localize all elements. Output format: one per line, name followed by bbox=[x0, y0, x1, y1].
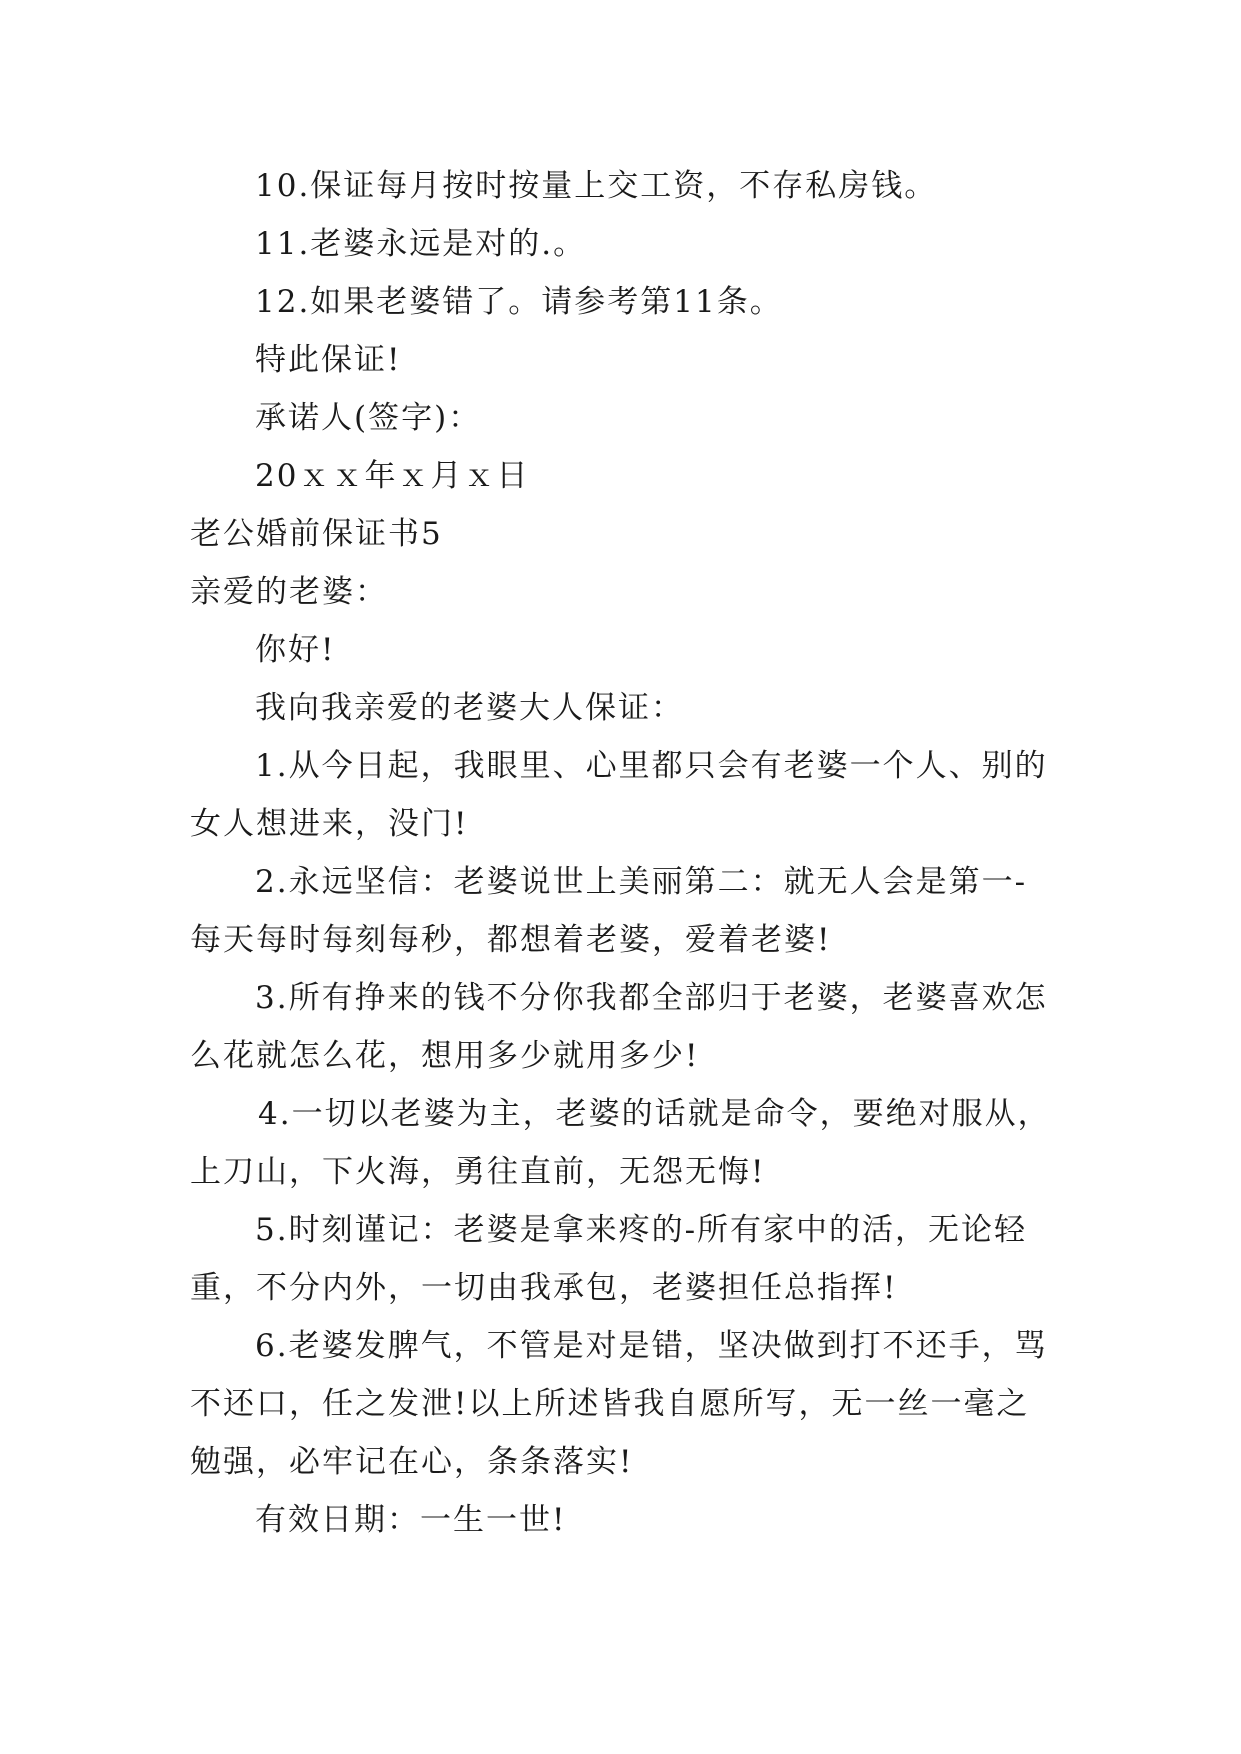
paragraph-item-5-line-1: 5.时刻谨记：老婆是拿来疼的-所有家中的活，无论轻 bbox=[255, 1212, 1028, 1248]
paragraph-item-2-line-1: 2.永远坚信：老婆说世上美丽第二：就无人会是第一- bbox=[255, 864, 1028, 900]
paragraph-item-5-line-2: 重，不分内外，一切由我承包，老婆担任总指挥! bbox=[190, 1270, 898, 1306]
paragraph-item-6-line-1: 6.老婆发脾气，不管是对是错，坚决做到打不还手，骂 bbox=[255, 1328, 1048, 1364]
salutation: 亲爱的老婆： bbox=[190, 574, 388, 610]
paragraph-item-1-line-2: 女人想进来，没门! bbox=[190, 806, 469, 842]
paragraph-item-12: 12.如果老婆错了。请参考第11条。 bbox=[255, 284, 783, 320]
intro-paragraph: 我向我亲爱的老婆大人保证： bbox=[255, 690, 684, 726]
signatory-label: 承诺人(签字)： bbox=[255, 400, 482, 436]
paragraph-item-3-line-2: 么花就怎么花，想用多少就用多少! bbox=[190, 1038, 700, 1074]
paragraph-item-2-line-2: 每天每时每刻每秒，都想着老婆，爱着老婆! bbox=[190, 922, 832, 958]
paragraph-item-4-line-1: 4.一切以老婆为主，老婆的话就是命令，要绝对服从， bbox=[258, 1096, 1051, 1132]
date-line: 20ｘｘ年ｘ月ｘ日 bbox=[255, 458, 530, 494]
section-title: 老公婚前保证书5 bbox=[190, 516, 443, 552]
greeting: 你好! bbox=[255, 632, 336, 668]
paragraph-item-6-line-2: 不还口，任之发泄!以上所述皆我自愿所写，无一丝一毫之 bbox=[190, 1386, 1030, 1422]
paragraph-item-1-line-1: 1.从今日起，我眼里、心里都只会有老婆一个人、别的 bbox=[255, 748, 1048, 784]
paragraph-item-11: 11.老婆永远是对的.。 bbox=[255, 226, 587, 262]
paragraph-item-3-line-1: 3.所有挣来的钱不分你我都全部归于老婆，老婆喜欢怎 bbox=[255, 980, 1048, 1016]
validity-line: 有效日期：一生一世! bbox=[255, 1502, 567, 1538]
paragraph-item-10: 10.保证每月按时按量上交工资，不存私房钱。 bbox=[255, 168, 938, 204]
closing-statement: 特此保证! bbox=[255, 342, 402, 378]
paragraph-item-4-line-2: 上刀山，下火海，勇往直前，无怨无悔! bbox=[190, 1154, 766, 1190]
paragraph-item-6-line-3: 勉强，必牢记在心，条条落实! bbox=[190, 1444, 634, 1480]
